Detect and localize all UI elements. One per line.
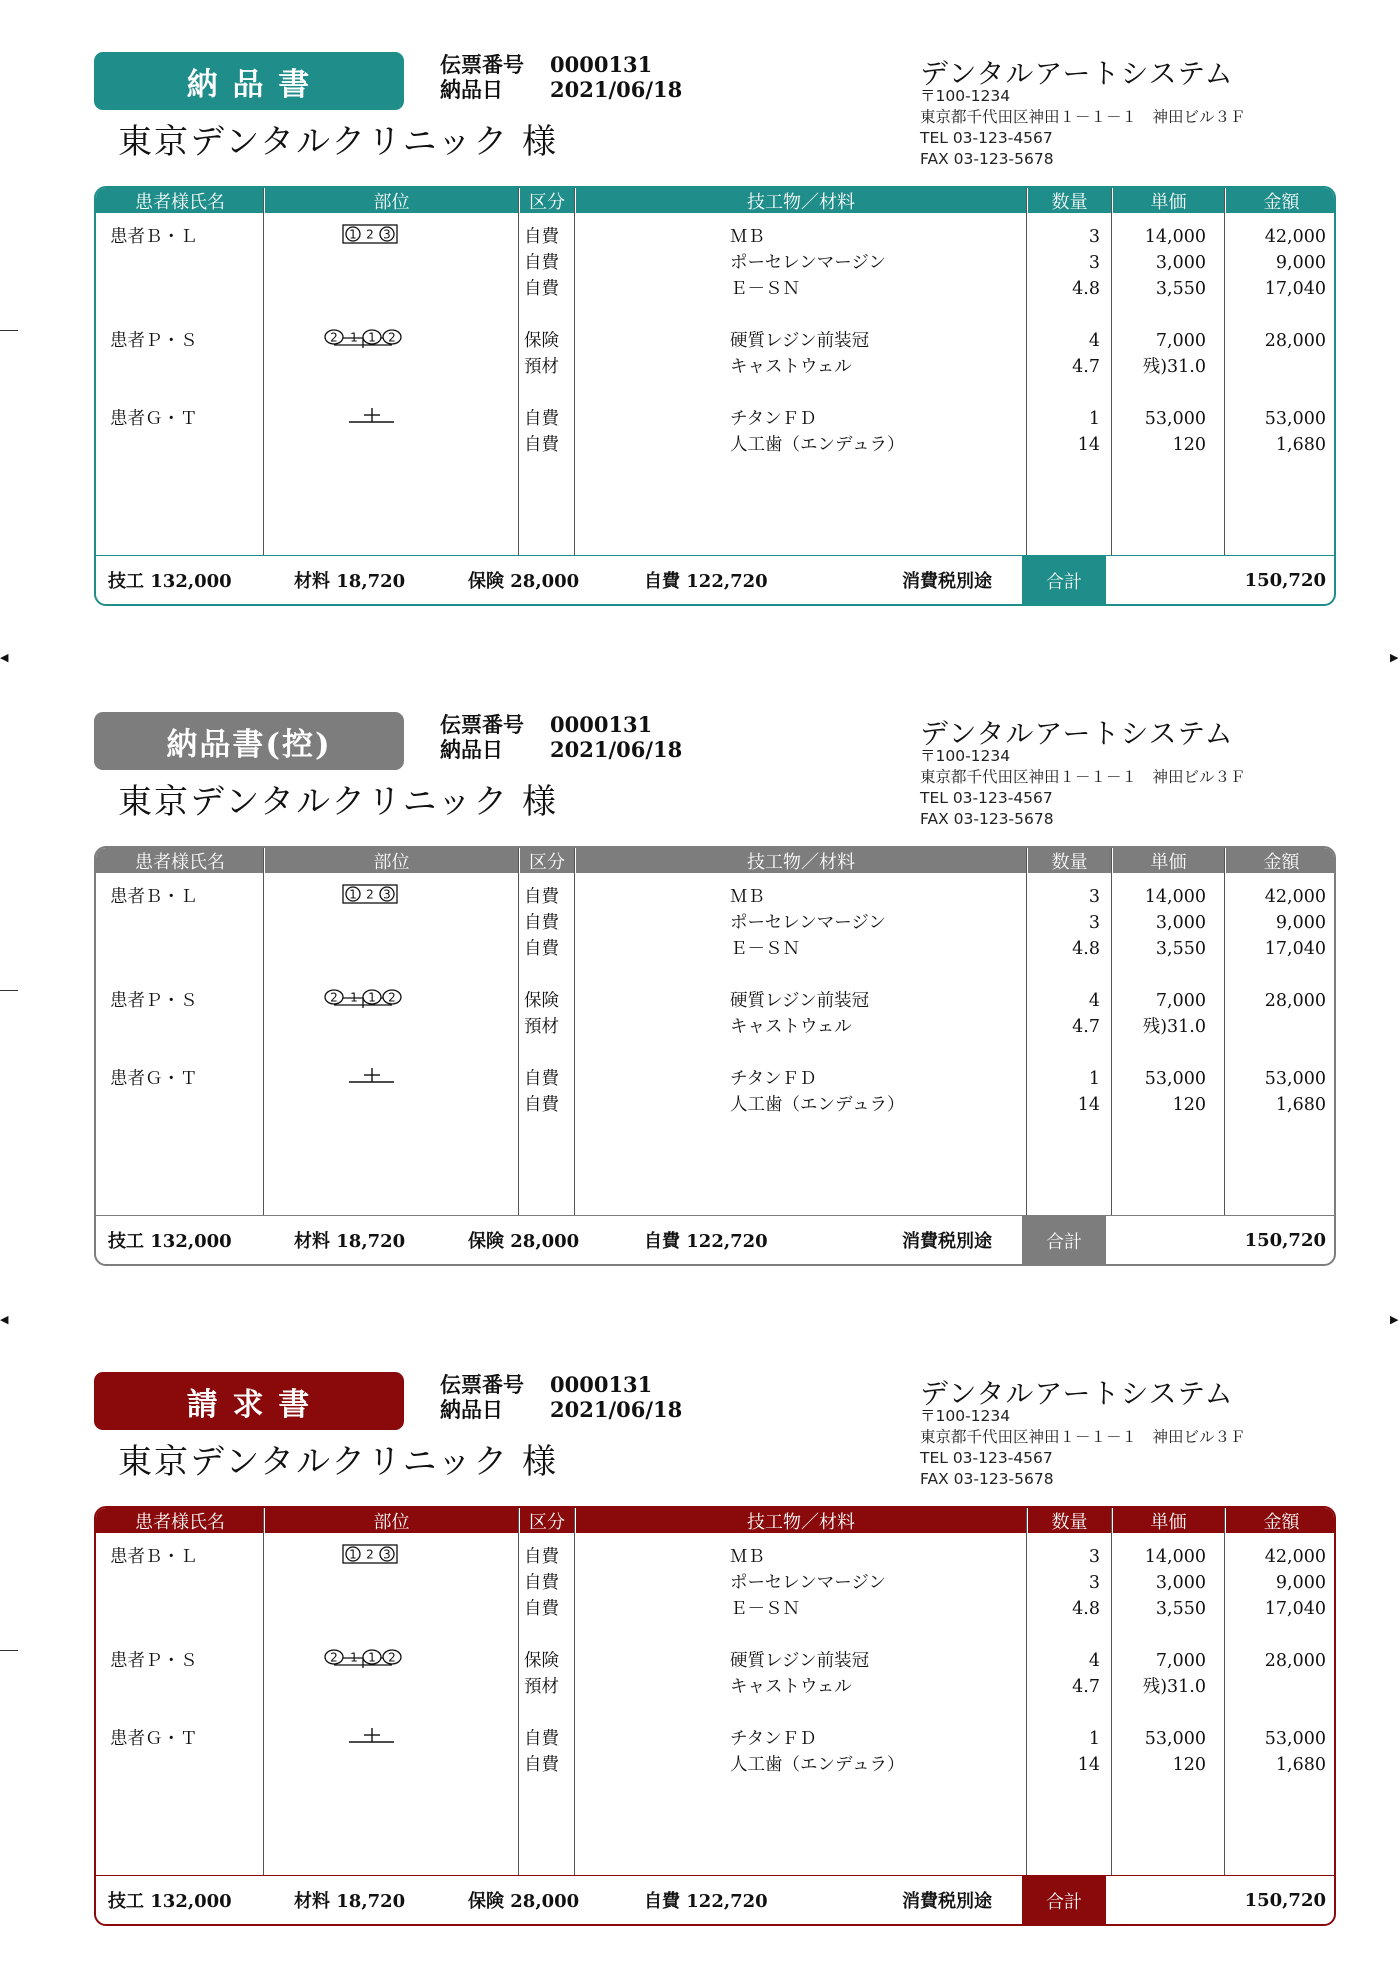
tooth-number: 1 [349, 887, 357, 902]
amount-cell: 17,040 [1264, 279, 1326, 299]
company-name: デンタルアートシステム [920, 1377, 1234, 1410]
address-line: 東京都千代田区神田１－１－１ 神田ビル３Ｆ [920, 768, 1246, 786]
slip-info [440, 52, 682, 102]
postal-code: 〒100-1234 [920, 1407, 1011, 1425]
tel: TEL 03-123-4567 [920, 789, 1053, 807]
amount-cell: 17,040 [1264, 1599, 1326, 1619]
kubun-cell: 自費 [524, 1095, 559, 1115]
header-site: 部位 [373, 1511, 410, 1533]
unit-price-cell: 3,000 [1155, 253, 1206, 273]
company-address [920, 1406, 1246, 1490]
patient-name: 患者Ｇ・Ｔ [110, 1729, 198, 1749]
qty-cell: 4 [1088, 1651, 1100, 1671]
unit-price-cell: 120 [1172, 435, 1206, 455]
tooth-chart [256, 1720, 456, 1760]
header-kubun: 区分 [529, 1511, 565, 1533]
date-label: 納品日 [440, 737, 503, 762]
qty-cell: 14 [1077, 1095, 1100, 1115]
column-divider [518, 188, 519, 555]
header-price: 単価 [1150, 1511, 1187, 1533]
unit-price-cell: 14,000 [1144, 1547, 1206, 1567]
tooth-number: 3 [383, 1547, 391, 1562]
unit-price-cell: 120 [1172, 1095, 1206, 1115]
unit-price-cell: 53,000 [1144, 1069, 1206, 1089]
footer-tech: 技工 132,000 [108, 1891, 232, 1912]
qty-cell: 4.7 [1072, 1677, 1100, 1697]
tooth-number: 2 [388, 990, 396, 1005]
item-cell: チタンＦＤ [730, 409, 817, 429]
header-amount: 金額 [1263, 851, 1300, 873]
header-kubun: 区分 [529, 851, 565, 873]
customer-name: 東京デンタルクリニック 様 [118, 1442, 559, 1482]
registration-mark-left: ◀ [0, 1313, 9, 1326]
unit-price-cell: 53,000 [1144, 409, 1206, 429]
header-qty: 数量 [1051, 191, 1088, 213]
amount-cell: 42,000 [1264, 1547, 1326, 1567]
tooth-number: 1 [368, 330, 376, 345]
kubun-cell: 自費 [524, 1729, 559, 1749]
tooth-number: 2 [366, 887, 374, 902]
amount-cell: 28,000 [1264, 1651, 1326, 1671]
kubun-cell: 自費 [524, 253, 559, 273]
tooth-chart [256, 1538, 456, 1578]
unit-price-cell: 7,000 [1155, 331, 1206, 351]
item-cell: Ｅ－ＳＮ [730, 279, 800, 299]
address-line: 東京都千代田区神田１－１－１ 神田ビル３Ｆ [920, 1428, 1246, 1446]
kubun-cell: 自費 [524, 913, 559, 933]
kubun-cell: 自費 [524, 435, 559, 455]
unit-price-cell: 53,000 [1144, 1729, 1206, 1749]
delivery-date: 2021/06/18 [550, 737, 683, 762]
slip-1 [0, 0, 1400, 600]
kubun-cell: 預材 [524, 357, 559, 377]
header-item: 技工物／材料 [747, 191, 855, 213]
patient-name: 患者Ｂ・Ｌ [110, 1547, 198, 1567]
column-divider [1224, 1508, 1225, 1875]
column-divider [574, 188, 575, 555]
header-kubun: 区分 [529, 191, 565, 213]
kubun-cell: 自費 [524, 887, 559, 907]
header-amount: 金額 [1263, 1511, 1300, 1533]
slip-title-text: 納品書(控) [166, 726, 332, 763]
footer-tech: 技工 132,000 [108, 1231, 232, 1252]
slip-title [94, 1372, 404, 1430]
header-patient: 患者様氏名 [135, 1511, 225, 1533]
qty-cell: 14 [1077, 1755, 1100, 1775]
footer-self: 自費 122,720 [644, 1231, 768, 1252]
patient-name: 患者Ｐ・Ｓ [110, 1651, 198, 1671]
footer-material: 材料 18,720 [294, 571, 406, 592]
postal-code: 〒100-1234 [920, 87, 1011, 105]
item-cell: キャストウェル [730, 1677, 852, 1697]
slip-no: 0000131 [550, 712, 653, 737]
qty-cell: 3 [1088, 1573, 1100, 1593]
qty-cell: 1 [1088, 409, 1100, 429]
column-divider [1111, 848, 1112, 1215]
item-cell: 人工歯（エンデュラ） [730, 1095, 905, 1115]
header-site: 部位 [373, 851, 410, 873]
total-amount: 150,720 [1244, 569, 1326, 591]
footer-material: 材料 18,720 [294, 1891, 406, 1912]
header-price: 単価 [1150, 191, 1187, 213]
unit-price-cell: 3,000 [1155, 913, 1206, 933]
kubun-cell: 預材 [524, 1017, 559, 1037]
tooth-number: 3 [383, 887, 391, 902]
unit-price-cell: 3,550 [1155, 1599, 1206, 1619]
header-qty: 数量 [1051, 1511, 1088, 1533]
company-address [920, 746, 1246, 830]
patient-name: 患者Ｂ・Ｌ [110, 887, 198, 907]
item-cell: キャストウェル [730, 357, 852, 377]
unit-price-cell: 14,000 [1144, 887, 1206, 907]
kubun-cell: 保険 [524, 991, 559, 1011]
item-cell: 硬質レジン前装冠 [730, 991, 870, 1011]
tooth-number: 1 [349, 1547, 357, 1562]
item-cell: チタンＦＤ [730, 1069, 817, 1089]
amount-cell: 9,000 [1275, 913, 1326, 933]
amount-cell: 53,000 [1264, 409, 1326, 429]
tooth-number: 2 [366, 1547, 374, 1562]
fax: FAX 03-123-5678 [920, 810, 1054, 828]
patient-name: 患者Ｐ・Ｓ [110, 331, 198, 351]
slip-3 [0, 1320, 1400, 1920]
item-cell: ＭＢ [730, 1547, 765, 1567]
address-line: 東京都千代田区神田１－１－１ 神田ビル３Ｆ [920, 108, 1246, 126]
fax: FAX 03-123-5678 [920, 1470, 1054, 1488]
delivery-date: 2021/06/18 [550, 1397, 683, 1422]
footer-tax-note: 消費税別途 [902, 1891, 992, 1912]
table-header [96, 188, 1334, 213]
qty-cell: 3 [1088, 227, 1100, 247]
tooth-chart [256, 1642, 456, 1682]
item-cell: Ｅ－ＳＮ [730, 939, 800, 959]
slip-no: 0000131 [550, 52, 653, 77]
slip-info [440, 712, 682, 762]
slip-title [94, 712, 404, 770]
slip-title-text: 請 求 書 [186, 1386, 312, 1423]
qty-cell: 3 [1088, 887, 1100, 907]
slip-no-label: 伝票番号 [440, 712, 524, 737]
tooth-chart [256, 878, 456, 918]
unit-price-cell: 7,000 [1155, 991, 1206, 1011]
total-label: 合計 [1022, 556, 1106, 606]
registration-mark-left: ◀ [0, 651, 9, 664]
tooth-chart [256, 322, 456, 362]
amount-cell: 42,000 [1264, 227, 1326, 247]
unit-price-cell: 7,000 [1155, 1651, 1206, 1671]
slip-title [94, 52, 404, 110]
total-amount: 150,720 [1244, 1889, 1326, 1911]
unit-price-cell: 14,000 [1144, 227, 1206, 247]
column-divider [1026, 188, 1027, 555]
qty-cell: 3 [1088, 253, 1100, 273]
tooth-number: 2 [366, 227, 374, 242]
unit-price-cell: 残)31.0 [1142, 1677, 1206, 1697]
tooth-number: 2 [388, 1650, 396, 1665]
company-name: デンタルアートシステム [920, 57, 1234, 90]
qty-cell: 4.8 [1072, 279, 1100, 299]
tooth-number: 1 [350, 990, 358, 1005]
footer-material: 材料 18,720 [294, 1231, 406, 1252]
kubun-cell: 自費 [524, 409, 559, 429]
tooth-number: 1 [368, 1650, 376, 1665]
tooth-number: 2 [330, 330, 338, 345]
tel: TEL 03-123-4567 [920, 1449, 1053, 1467]
column-divider [518, 1508, 519, 1875]
qty-cell: 3 [1088, 913, 1100, 933]
header-item: 技工物／材料 [747, 851, 855, 873]
footer-insurance: 保険 28,000 [468, 571, 580, 592]
tooth-chart [256, 1060, 456, 1100]
header-site: 部位 [373, 191, 410, 213]
column-divider [1224, 848, 1225, 1215]
qty-cell: 1 [1088, 1069, 1100, 1089]
kubun-cell: 自費 [524, 1599, 559, 1619]
tooth-number: 1 [350, 330, 358, 345]
table-header [96, 1508, 1334, 1533]
amount-cell: 1,680 [1275, 435, 1326, 455]
footer-tech: 技工 132,000 [108, 571, 232, 592]
kubun-cell: 自費 [524, 1547, 559, 1567]
amount-cell: 1,680 [1275, 1755, 1326, 1775]
patient-name: 患者Ｂ・Ｌ [110, 227, 198, 247]
qty-cell: 4 [1088, 331, 1100, 351]
amount-cell: 9,000 [1275, 253, 1326, 273]
kubun-cell: 自費 [524, 1573, 559, 1593]
column-divider [518, 848, 519, 1215]
date-label: 納品日 [440, 1397, 503, 1422]
amount-cell: 9,000 [1275, 1573, 1326, 1593]
header-patient: 患者様氏名 [135, 191, 225, 213]
table-header [96, 848, 1334, 873]
qty-cell: 4.7 [1072, 1017, 1100, 1037]
fax: FAX 03-123-5678 [920, 150, 1054, 168]
date-label: 納品日 [440, 77, 503, 102]
patient-name: 患者Ｇ・Ｔ [110, 409, 198, 429]
footer-self: 自費 122,720 [644, 1891, 768, 1912]
header-price: 単価 [1150, 851, 1187, 873]
tooth-number: 2 [330, 1650, 338, 1665]
amount-cell: 28,000 [1264, 331, 1326, 351]
qty-cell: 4.8 [1072, 939, 1100, 959]
qty-cell: 1 [1088, 1729, 1100, 1749]
column-divider [574, 848, 575, 1215]
header-patient: 患者様氏名 [135, 851, 225, 873]
unit-price-cell: 残)31.0 [1142, 1017, 1206, 1037]
tooth-chart [256, 400, 456, 440]
kubun-cell: 自費 [524, 1069, 559, 1089]
postal-code: 〒100-1234 [920, 747, 1011, 765]
item-cell: キャストウェル [730, 1017, 852, 1037]
tooth-number: 2 [330, 990, 338, 1005]
item-cell: 人工歯（エンデュラ） [730, 1755, 905, 1775]
item-cell: ポーセレンマージン [730, 253, 886, 273]
patient-name: 患者Ｐ・Ｓ [110, 991, 198, 1011]
amount-cell: 42,000 [1264, 887, 1326, 907]
slip-info [440, 1372, 682, 1422]
amount-cell: 17,040 [1264, 939, 1326, 959]
tooth-number: 3 [383, 227, 391, 242]
tooth-chart [256, 218, 456, 258]
amount-cell: 28,000 [1264, 991, 1326, 1011]
unit-price-cell: 120 [1172, 1755, 1206, 1775]
amount-cell: 53,000 [1264, 1729, 1326, 1749]
unit-price-cell: 3,550 [1155, 939, 1206, 959]
unit-price-cell: 残)31.0 [1142, 357, 1206, 377]
company-address [920, 86, 1246, 170]
amount-cell: 53,000 [1264, 1069, 1326, 1089]
slip-2 [0, 660, 1400, 1260]
tooth-number: 2 [388, 330, 396, 345]
qty-cell: 3 [1088, 1547, 1100, 1567]
kubun-cell: 預材 [524, 1677, 559, 1697]
header-qty: 数量 [1051, 851, 1088, 873]
patient-name: 患者Ｇ・Ｔ [110, 1069, 198, 1089]
unit-price-cell: 3,550 [1155, 279, 1206, 299]
item-cell: Ｅ－ＳＮ [730, 1599, 800, 1619]
detail-table [94, 186, 1336, 606]
item-cell: 人工歯（エンデュラ） [730, 435, 905, 455]
kubun-cell: 自費 [524, 227, 559, 247]
item-cell: 硬質レジン前装冠 [730, 331, 870, 351]
item-cell: ＭＢ [730, 227, 765, 247]
kubun-cell: 保険 [524, 331, 559, 351]
tooth-chart [256, 982, 456, 1022]
footer-insurance: 保険 28,000 [468, 1231, 580, 1252]
customer-name: 東京デンタルクリニック 様 [118, 122, 559, 162]
total-label: 合計 [1022, 1876, 1106, 1926]
tooth-number: 1 [368, 990, 376, 1005]
qty-cell: 4.8 [1072, 1599, 1100, 1619]
total-amount: 150,720 [1244, 1229, 1326, 1251]
column-divider [1224, 188, 1225, 555]
kubun-cell: 自費 [524, 939, 559, 959]
column-divider [1026, 1508, 1027, 1875]
slip-title-text: 納 品 書 [186, 66, 312, 103]
detail-table [94, 846, 1336, 1266]
header-amount: 金額 [1263, 191, 1300, 213]
kubun-cell: 自費 [524, 279, 559, 299]
unit-price-cell: 3,000 [1155, 1573, 1206, 1593]
slip-no: 0000131 [550, 1372, 653, 1397]
column-divider [1026, 848, 1027, 1215]
tooth-number: 1 [350, 1650, 358, 1665]
tel: TEL 03-123-4567 [920, 129, 1053, 147]
header-item: 技工物／材料 [747, 1511, 855, 1533]
column-divider [1111, 188, 1112, 555]
item-cell: チタンＦＤ [730, 1729, 817, 1749]
delivery-date: 2021/06/18 [550, 77, 683, 102]
total-label: 合計 [1022, 1216, 1106, 1266]
amount-cell: 1,680 [1275, 1095, 1326, 1115]
item-cell: 硬質レジン前装冠 [730, 1651, 870, 1671]
column-divider [1111, 1508, 1112, 1875]
tooth-number: 1 [349, 227, 357, 242]
qty-cell: 14 [1077, 435, 1100, 455]
company-name: デンタルアートシステム [920, 717, 1234, 750]
slip-no-label: 伝票番号 [440, 1372, 524, 1397]
item-cell: ポーセレンマージン [730, 1573, 886, 1593]
detail-table [94, 1506, 1336, 1926]
footer-self: 自費 122,720 [644, 571, 768, 592]
column-divider [574, 1508, 575, 1875]
slip-no-label: 伝票番号 [440, 52, 524, 77]
registration-mark-right: ▶ [1390, 1313, 1399, 1326]
footer-tax-note: 消費税別途 [902, 1231, 992, 1252]
customer-name: 東京デンタルクリニック 様 [118, 782, 559, 822]
footer-tax-note: 消費税別途 [902, 571, 992, 592]
item-cell: ポーセレンマージン [730, 913, 886, 933]
qty-cell: 4.7 [1072, 357, 1100, 377]
footer-insurance: 保険 28,000 [468, 1891, 580, 1912]
kubun-cell: 自費 [524, 1755, 559, 1775]
qty-cell: 4 [1088, 991, 1100, 1011]
item-cell: ＭＢ [730, 887, 765, 907]
kubun-cell: 保険 [524, 1651, 559, 1671]
registration-mark-right: ▶ [1390, 651, 1399, 664]
